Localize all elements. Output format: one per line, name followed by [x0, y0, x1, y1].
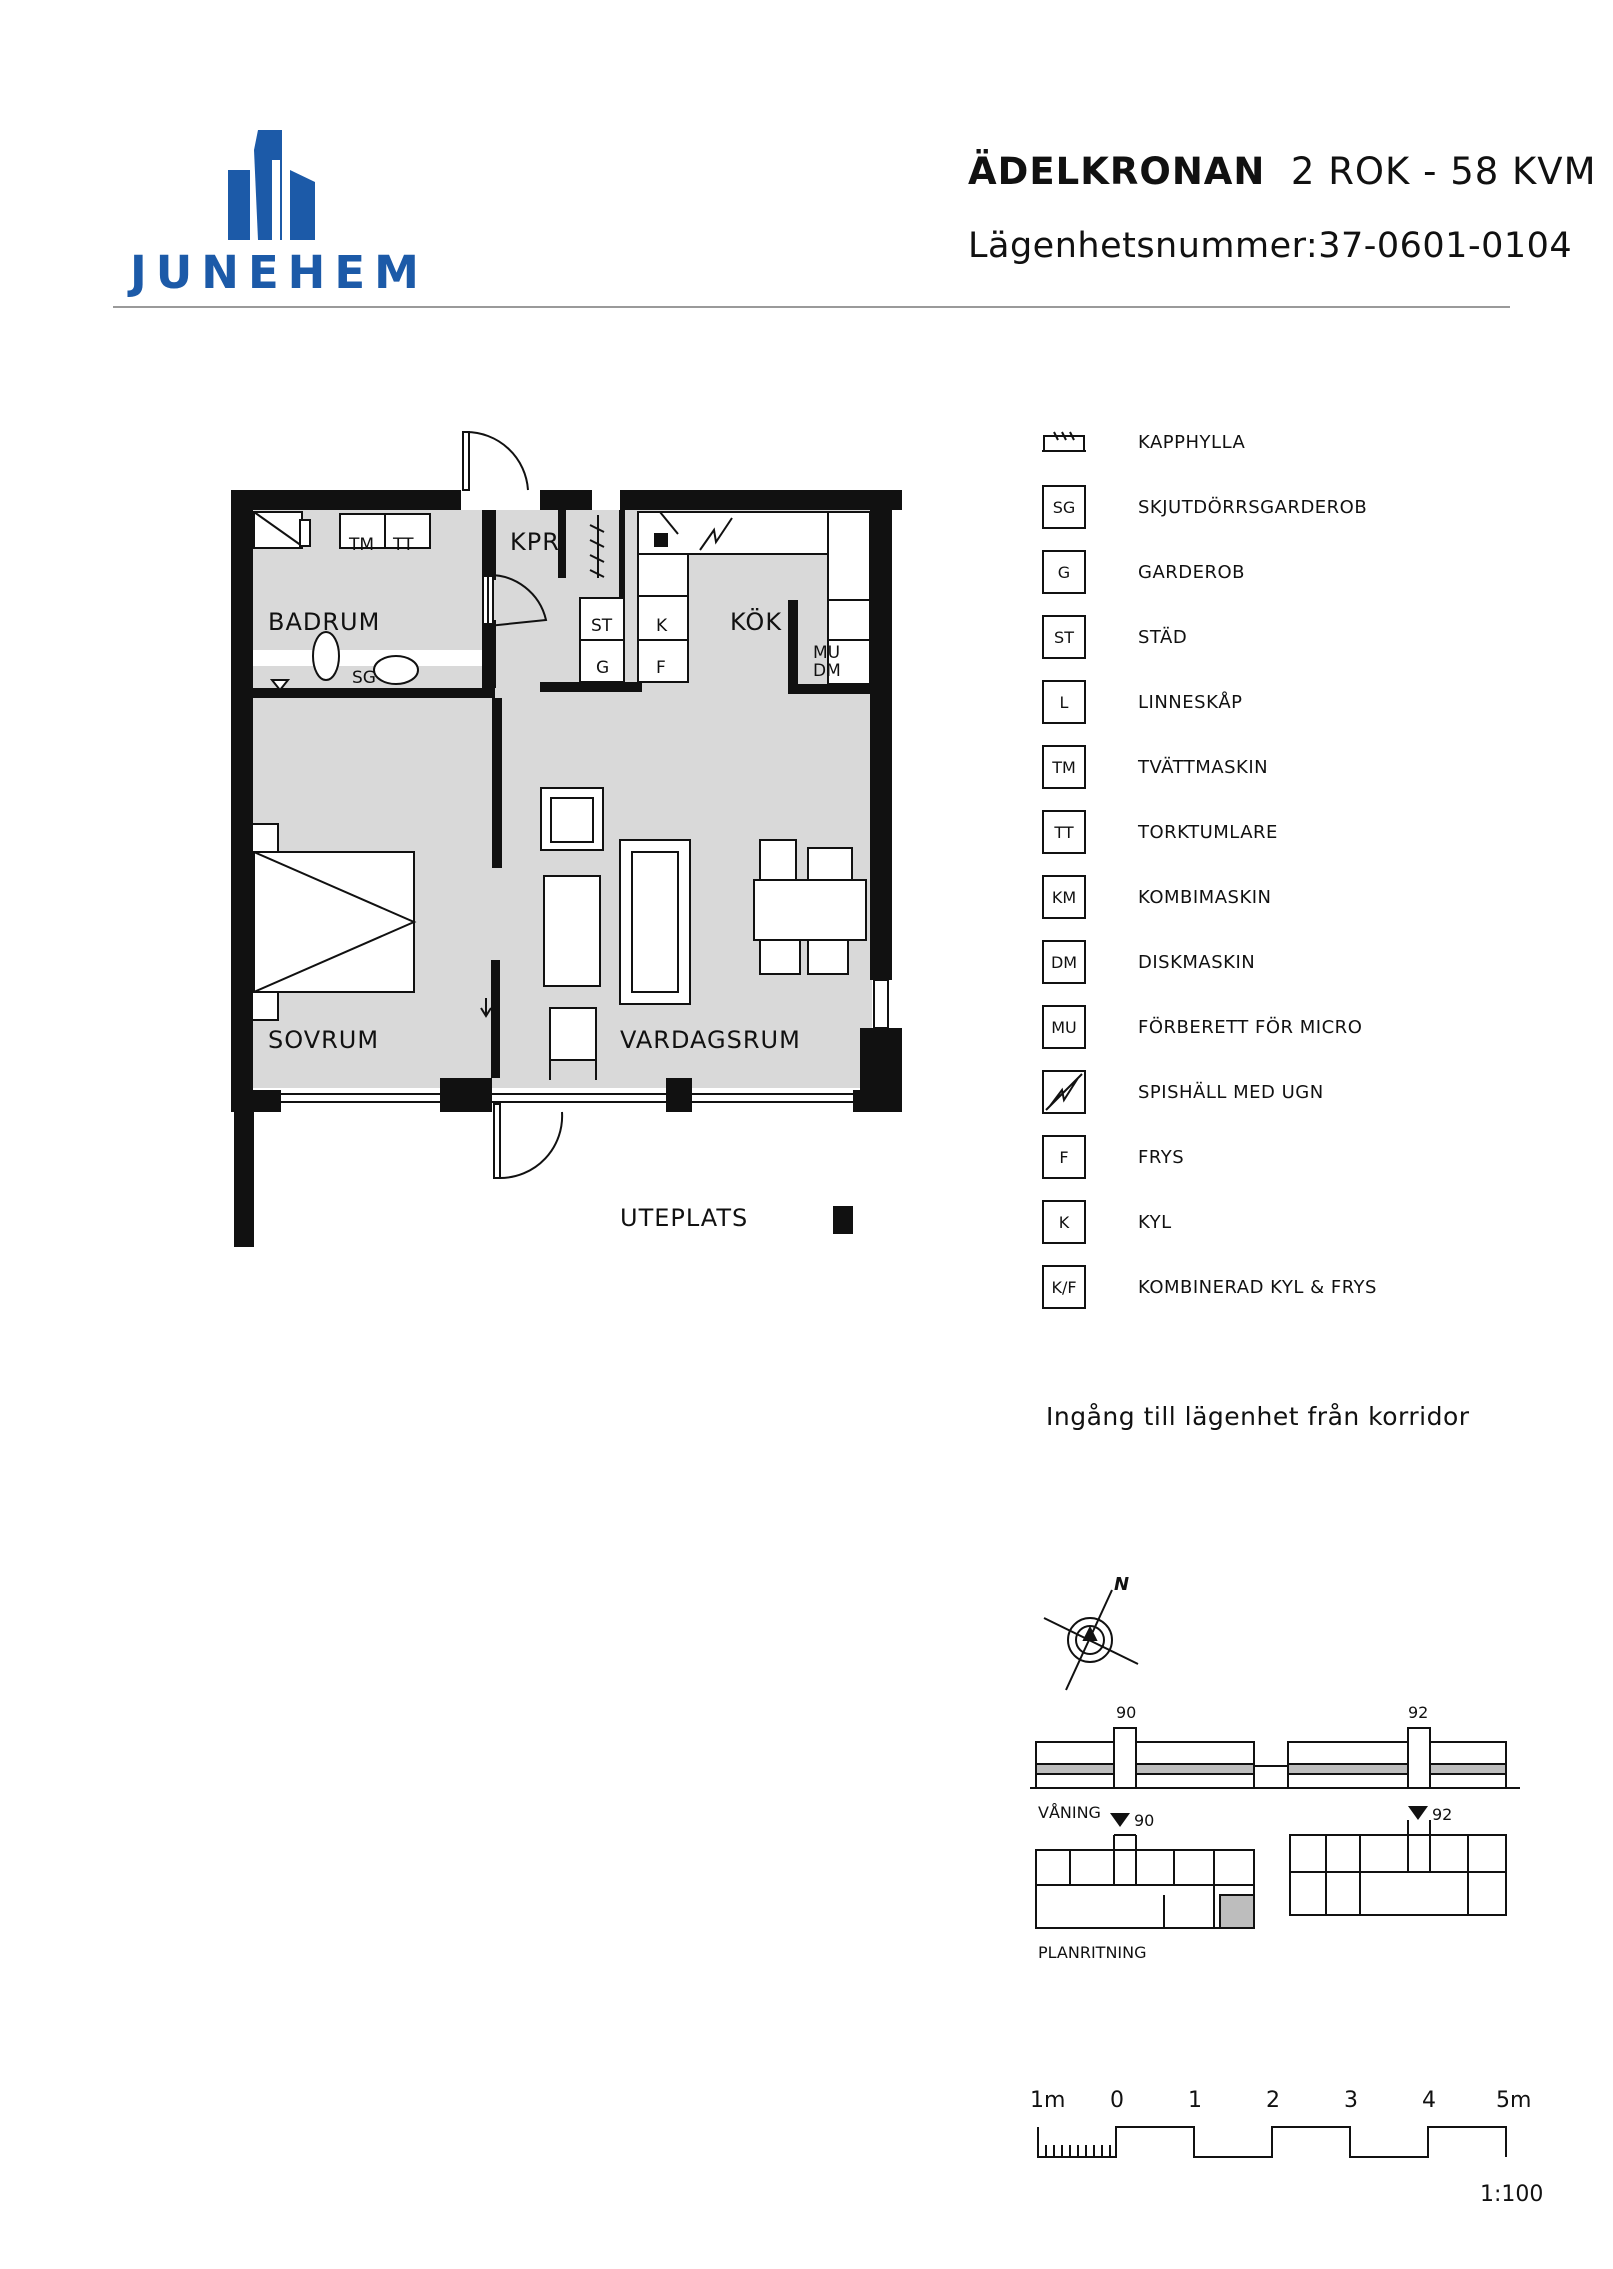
plan-marker-right: 92 [1432, 1805, 1453, 1824]
legend-label: FRYS [1138, 1147, 1185, 1168]
elevation-marker-right: 92 [1408, 1703, 1429, 1722]
legend-code: K [1042, 1200, 1086, 1244]
apartment-title [968, 150, 1597, 193]
dryer-label: TT [393, 535, 414, 555]
fridge-label: K [656, 616, 668, 636]
washer-label: TM [349, 535, 375, 555]
scale-tick-label: 2 [1266, 2088, 1280, 2113]
entry-note: Ingång till lägenhet från korridor [1046, 1402, 1470, 1431]
scale-line [1038, 2127, 1506, 2157]
legend-label: LINNESKÅP [1138, 692, 1243, 713]
legend-row [1040, 550, 1490, 600]
legend-row [1040, 615, 1490, 665]
legend-label: KOMBINERAD KYL & FRYS [1138, 1277, 1377, 1298]
scale-bar [1030, 2085, 1550, 2235]
legend-row [1040, 1005, 1490, 1055]
freezer-label: F [656, 658, 666, 678]
patio-label: UTEPLATS [620, 1204, 749, 1232]
legend-code: DM [1042, 940, 1086, 984]
scale-tick-label: 1m [1030, 2088, 1066, 2113]
sg-wardrobe-shelf [252, 650, 490, 666]
legend-label: TVÄTTMASKIN [1138, 757, 1269, 778]
key-plan [1030, 1560, 1550, 1980]
legend-label: STÄD [1138, 627, 1188, 648]
coat-rack-icon [1042, 430, 1086, 452]
legend-label: GARDEROB [1138, 562, 1246, 583]
room-hall-closet-label: KPR. [510, 528, 568, 556]
legend-code: L [1042, 680, 1086, 724]
scale-tick-label: 0 [1110, 2088, 1124, 2113]
header-divider [113, 306, 1510, 308]
legend-row [1040, 745, 1490, 795]
apartment-size: 2 ROK - 58 KVM [1290, 150, 1597, 193]
legend-row [1040, 810, 1490, 860]
room-bathroom-label: BADRUM [268, 608, 381, 636]
legend-row [1040, 1265, 1490, 1315]
legend-row [1040, 940, 1490, 990]
compass-icon [1044, 1590, 1138, 1690]
floor-label: VÅNING [1038, 1803, 1101, 1822]
room-living-label: VARDAGSRUM [620, 1026, 801, 1054]
stove-icon [1042, 1070, 1086, 1114]
brand-name: JUNEHEM [130, 246, 428, 299]
plan-label: PLANRITNING [1038, 1943, 1147, 1962]
logo-buildings-icon [228, 130, 315, 240]
scale-ratio: 1:100 [1480, 2182, 1544, 2207]
elevation-drawing [1030, 1728, 1520, 1788]
legend-code: SG [1042, 485, 1086, 529]
legend-code: TT [1042, 810, 1086, 854]
elevation-marker-left: 90 [1116, 1703, 1137, 1722]
legend-label: FÖRBERETT FÖR MICRO [1138, 1017, 1363, 1038]
legend-label: TORKTUMLARE [1138, 822, 1278, 843]
legend-label: KYL [1138, 1212, 1172, 1233]
scale-tick-label: 5m [1496, 2088, 1532, 2113]
scale-tick-label: 1 [1188, 2088, 1202, 2113]
patio-marker [833, 1206, 853, 1234]
sg-label: SG [352, 668, 376, 688]
scale-tick-label: 3 [1344, 2088, 1358, 2113]
north-label: N [1114, 1574, 1130, 1595]
legend-code: TM [1042, 745, 1086, 789]
legend-code: MU [1042, 1005, 1086, 1049]
legend-code: F [1042, 1135, 1086, 1179]
legend-row [1040, 1200, 1490, 1250]
scale-tick-label: 4 [1422, 2088, 1436, 2113]
closet-st-label: ST [591, 616, 613, 636]
room-kitchen-label: KÖK [730, 608, 783, 636]
legend-label: KOMBIMASKIN [1138, 887, 1272, 908]
dishwasher-label: DM [813, 661, 841, 681]
legend-row [1040, 680, 1490, 730]
room-bedroom-label: SOVRUM [268, 1026, 380, 1054]
legend-code: G [1042, 550, 1086, 594]
apartment-number: Lägenhetsnummer:37-0601-0104 [968, 226, 1573, 266]
marker-right-triangle [1408, 1806, 1428, 1820]
legend-row [1040, 1135, 1490, 1185]
legend-label: KAPPHYLLA [1138, 432, 1246, 453]
plan-marker-left: 90 [1134, 1811, 1155, 1830]
micro-label: MU [813, 643, 841, 663]
closet-g-label: G [596, 658, 610, 678]
legend-code: ST [1042, 615, 1086, 659]
legend-label: SKJUTDÖRRSGARDEROB [1138, 497, 1368, 518]
plan-drawing [1036, 1820, 1506, 1928]
legend-row [1040, 485, 1490, 535]
legend-row [1040, 875, 1490, 925]
project-name: ÄDELKRONAN [968, 150, 1266, 193]
legend-label: SPISHÄLL MED UGN [1138, 1082, 1324, 1103]
floor-plan [200, 400, 920, 1260]
legend-code: KM [1042, 875, 1086, 919]
entrance-door[interactable] [463, 432, 528, 490]
legend-code: K/F [1042, 1265, 1086, 1309]
legend-label: DISKMASKIN [1138, 952, 1256, 973]
patio-door[interactable] [494, 1104, 562, 1178]
bed [252, 824, 414, 1020]
legend-row [1040, 1070, 1490, 1120]
legend-row [1040, 420, 1490, 470]
marker-left-triangle [1110, 1813, 1130, 1827]
